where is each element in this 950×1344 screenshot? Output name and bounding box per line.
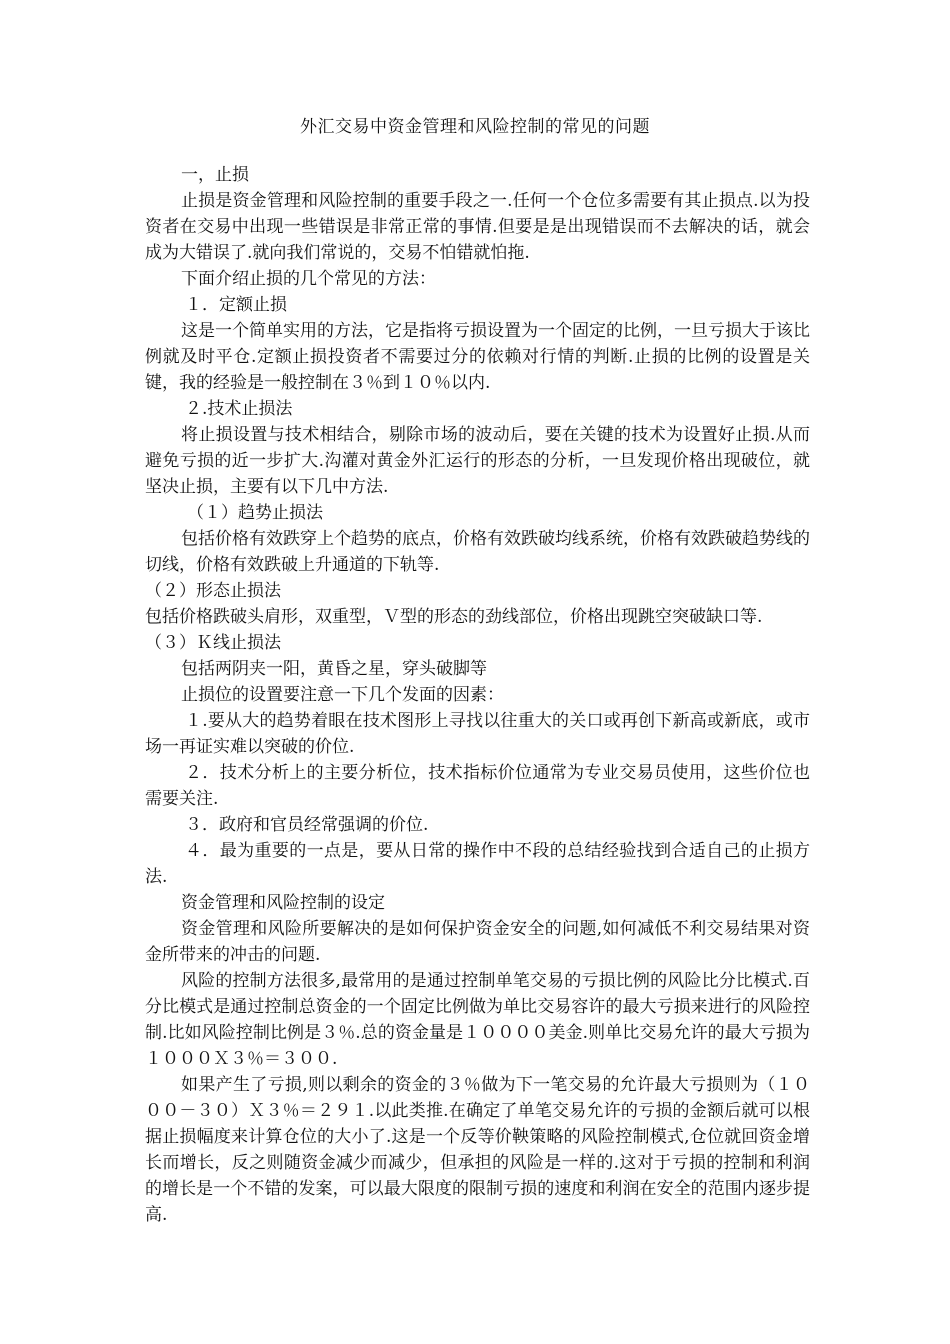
paragraph: 包括价格跌破头肩形，双重型，Ｖ型的形态的劲线部位，价格出现跳空突破缺口等. [145,607,763,627]
subheading-trend-stop: （１）趋势止损法 [187,503,323,523]
paragraph: 如果产生了亏损,则以剩余的资金的３％做为下一笔交易的允许最大亏损则为（１０００－３０）Ｘ３％＝２９１.以此类推.在确定了单笔交易允许的亏损的金额后就可以根据止损幅度来计算仓位的大小了.这是一个反等价鞅策略的风险控制模式,仓位就回资金增长而增长，反之则随资金减少而减少，但承担的风险是一样的.这对于亏损的控制和利润的增长是一个不错的发案，可以最大限度的限制亏损的速度和利润在安全的范围内逐步提高. [145,1075,810,1225]
paragraph: 包括价格有效跌穿上个趋势的底点，价格有效跌破均线系统，价格有效跌破趋势线的切线，价格有效跌破上升通道的下轨等. [145,529,810,575]
paragraph: 将止损设置与技术相结合，剔除市场的波动后，要在关键的技术为设置好止损.从而避免亏损的近一步扩大.沟灌对黄金外汇运行的形态的分析，一旦发现价格出现破位，就坚决止损，主要有以下几中方法. [145,425,810,497]
subheading-fixed-stop: １．定额止损 [185,295,287,315]
paragraph: 止损是资金管理和风险控制的重要手段之一.任何一个仓位多需要有其止损点.以为投资者在交易中出现一些错误是非常正常的事情.但要是是出现错误而不去解决的话，就会成为大错误了.就向我们常说的，交易不怕错就怕拖. [145,191,810,263]
document-body [145,162,810,1228]
list-item: ３．政府和官员经常强调的价位. [185,815,429,835]
paragraph: 资金管理和风险所要解决的是如何保护资金安全的问题,如何减低不利交易结果对资金所带来的冲击的问题. [145,919,810,965]
paragraph: 下面介绍止损的几个常见的方法： [181,269,436,289]
list-item: ２．技术分析上的主要分析位，技术指标价位通常为专业交易员使用，这些价位也需要关注. [145,763,810,809]
paragraph: 包括两阴夹一阳，黄昏之星，穿头破脚等 [181,659,487,679]
section-heading-stop-loss: 一，止损 [181,165,249,185]
subheading-pattern-stop: （２）形态止损法 [145,581,281,601]
subheading-technical-stop: ２.技术止损法 [185,399,293,419]
paragraph: 止损位的设置要注意一下几个发面的因素： [181,685,504,705]
subheading-candlestick-stop: （３）Ｋ线止损法 [145,633,281,653]
list-item: ４．最为重要的一点是，要从日常的操作中不段的总结经验找到合适自己的止损方法. [145,841,810,887]
section-heading-money-management: 资金管理和风险控制的设定 [181,893,385,913]
list-item: １.要从大的趋势着眼在技术图形上寻找以往重大的关口或再创下新高或新底，或市场一再证实难以突破的价位. [145,711,810,757]
document-title: 外汇交易中资金管理和风险控制的常见的问题 [300,117,650,137]
paragraph: 风险的控制方法很多,最常用的是通过控制单笔交易的亏损比例的风险比分比模式.百分比模式是通过控制总资金的一个固定比例做为单比交易容许的最大亏损来进行的风险控制.比如风险控制比例是３％.总的资金量是１００００美金.则单比交易允许的最大亏损为１０００Ｘ３％＝３００. [145,971,810,1069]
paragraph: 这是一个简单实用的方法，它是指将亏损设置为一个固定的比例，一旦亏损大于该比例就及时平仓.定额止损投资者不需要过分的依赖对行情的判断.止损的比例的设置是关键，我的经验是一般控制在３％到１０％以内. [145,321,810,393]
